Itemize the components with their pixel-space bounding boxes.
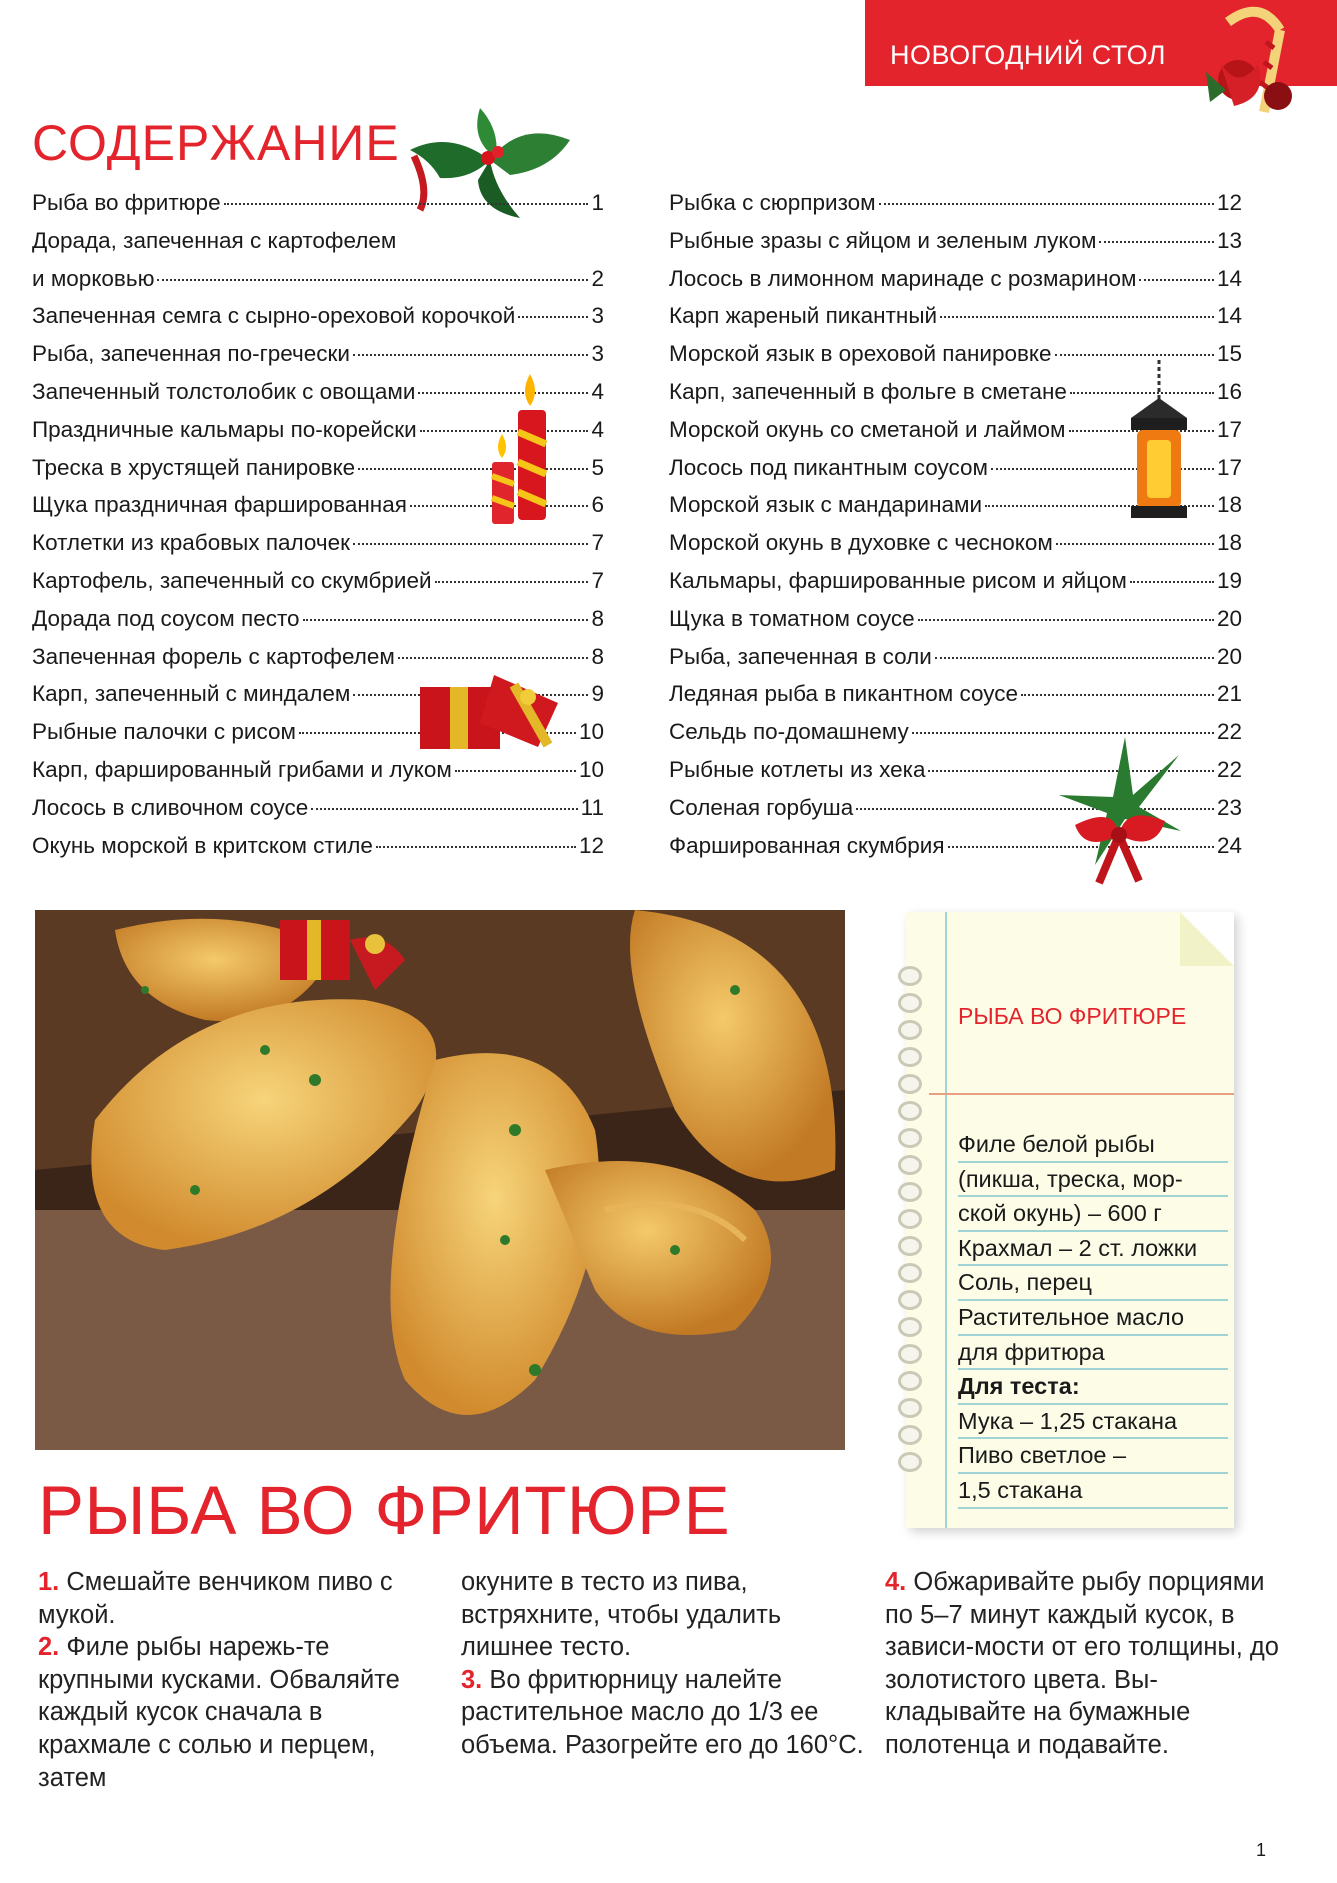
- contents-entry: [32, 335, 604, 373]
- entry-title: Рыба во фритюре: [32, 190, 221, 215]
- contents-entry: [32, 562, 604, 600]
- binding-ring: [898, 966, 922, 986]
- ingredient-line: ской окунь) – 600 г: [958, 1197, 1228, 1232]
- gift-box-icon: [418, 665, 563, 755]
- entry-page: 13: [1216, 227, 1242, 253]
- step-number: 4.: [885, 1568, 907, 1596]
- ingredient-line: Филе белой рыбы: [958, 1128, 1228, 1163]
- lantern-icon: [1117, 360, 1202, 525]
- ingredient-line: (пикша, треска, мор-: [958, 1163, 1228, 1198]
- candy-cane-ornament-icon: [1198, 2, 1310, 132]
- entry-page: 21: [1216, 681, 1242, 707]
- step-number: 3.: [461, 1665, 483, 1694]
- entry-page: 6: [591, 492, 604, 518]
- entry-page: 12: [1216, 190, 1242, 215]
- contents-title: СОДЕРЖАНИЕ: [32, 115, 400, 171]
- entry-page: 14: [1216, 303, 1242, 329]
- binding-ring: [898, 1182, 922, 1202]
- card-margin-line: [945, 912, 947, 1528]
- entry-title: Соленая горбуша: [669, 794, 854, 820]
- dot-leader: [1130, 581, 1214, 583]
- ingredient-line: Соль, перец: [958, 1266, 1228, 1301]
- entry-title: Котлетки из крабовых палочек: [32, 530, 351, 556]
- binding-ring: [898, 1101, 922, 1121]
- dot-leader: [518, 316, 588, 318]
- entry-page: 7: [591, 567, 604, 593]
- contents-entry: [669, 675, 1242, 713]
- binding-ring: [898, 1155, 922, 1175]
- binding-ring: [898, 1074, 922, 1094]
- entry-title: Рыбные зразы с яйцом и зеленым луком: [669, 227, 1097, 253]
- contents-entry: [669, 562, 1242, 600]
- entry-page: 7: [591, 530, 604, 556]
- entry-page: 3: [591, 303, 604, 329]
- entry-title: Праздничные кальмары по-корейски: [32, 416, 417, 442]
- entry-title: Рыбные котлеты из хека: [669, 756, 926, 782]
- dot-leader: [303, 619, 589, 621]
- entry-page: 22: [1216, 756, 1242, 782]
- entry-title: Лосось в лимонном маринаде с розмарином: [669, 265, 1137, 291]
- entry-page: 18: [1216, 492, 1242, 518]
- steps-column-3: [885, 1566, 1285, 1762]
- entry-title: Окунь морской в критском стиле: [32, 832, 373, 858]
- entry-title: Морской язык с мандаринами: [669, 492, 983, 518]
- entry-title: и морковью: [32, 265, 155, 291]
- entry-title: Рыбка с сюрпризом: [669, 190, 876, 215]
- dot-leader: [353, 543, 588, 545]
- contents-entry: [669, 222, 1242, 260]
- entry-title: Дорада под соусом песто: [32, 605, 300, 631]
- binding-ring: [898, 1398, 922, 1418]
- contents-entry: [32, 751, 604, 789]
- step-number: 1.: [38, 1568, 60, 1596]
- entry-page: 1: [591, 190, 604, 215]
- entry-title: Карп, фаршированный грибами и луком: [32, 756, 452, 782]
- entry-page: 19: [1216, 567, 1242, 593]
- entry-title: Морской окунь в духовке с чесноком: [669, 530, 1053, 556]
- ingredient-line: Растительное масло: [958, 1301, 1228, 1336]
- entry-page: 2: [591, 265, 604, 291]
- contents-entry: [669, 638, 1242, 676]
- entry-page: 5: [591, 454, 604, 480]
- entry-title: Карп жареный пикантный: [669, 303, 938, 329]
- binding-ring: [898, 1344, 922, 1364]
- entry-title: Лосось под пикантным соусом: [669, 454, 988, 480]
- dot-leader: [912, 732, 1214, 734]
- ingredients-list: [958, 1128, 1228, 1509]
- entry-page: 18: [1216, 530, 1242, 556]
- step-number: 2.: [38, 1633, 60, 1662]
- dot-leader: [918, 619, 1214, 621]
- entry-page: 17: [1216, 416, 1242, 442]
- card-corner-fold: [1180, 912, 1234, 966]
- entry-page: 11: [580, 794, 604, 820]
- entry-title: Дорада, запеченная с картофелем: [32, 227, 397, 253]
- entry-page: 20: [1216, 605, 1242, 631]
- recipe-title: РЫБА ВО ФРИТЮРЕ: [38, 1472, 731, 1549]
- contents-entry: [669, 297, 1242, 335]
- entry-page: 4: [591, 378, 604, 404]
- card-header-line: [929, 1093, 1234, 1095]
- entry-title: Карп, запеченный с миндалем: [32, 681, 351, 707]
- entry-page: 23: [1216, 794, 1242, 820]
- ingredient-line: Пиво светлое –: [958, 1439, 1228, 1474]
- binding-ring: [898, 1020, 922, 1040]
- contents-entry: [32, 600, 604, 638]
- dot-leader: [1056, 543, 1214, 545]
- entry-page: 4: [591, 416, 604, 442]
- entry-title: Запеченная форель с картофелем: [32, 643, 395, 669]
- contents-entry: [669, 184, 1242, 222]
- entry-page: 14: [1216, 265, 1242, 291]
- contents-entry: [32, 184, 604, 222]
- contents-entry: [32, 827, 604, 865]
- page-number: 1: [1256, 1840, 1267, 1860]
- entry-title: Щука в томатном соусе: [669, 605, 915, 631]
- dot-leader: [1055, 354, 1214, 356]
- entry-title: Сельдь по-домашнему: [669, 719, 909, 745]
- entry-title: Морской язык в ореховой панировке: [669, 341, 1052, 367]
- ingredients-title: РЫБА ВО ФРИТЮРЕ: [958, 1003, 1187, 1029]
- ingredient-line: Крахмал – 2 ст. ложки: [958, 1232, 1228, 1267]
- dot-leader: [879, 203, 1214, 205]
- candles-icon: [488, 372, 558, 532]
- step-text: Филе рыбы нарежь-те крупными кусками. Обваляйте каждый кусок сначала в крахмале с солью и перцем, затем: [38, 1633, 400, 1792]
- dot-leader: [376, 846, 576, 848]
- entry-page: 9: [591, 681, 604, 707]
- entry-page: 16: [1216, 378, 1242, 404]
- binding-ring: [898, 1425, 922, 1445]
- contents-entry: [32, 222, 604, 260]
- binding-ring: [898, 1290, 922, 1310]
- entry-title: Кальмары, фаршированные рисом и яйцом: [669, 567, 1127, 593]
- binding-ring: [898, 1236, 922, 1256]
- fried-fish-photo: [35, 910, 845, 1450]
- entry-page: 22: [1216, 719, 1242, 745]
- entry-title: Морской окунь со сметаной и лаймом: [669, 416, 1066, 442]
- binding-ring: [898, 1317, 922, 1337]
- entry-title: Треска в хрустящей панировке: [32, 454, 356, 480]
- dot-leader: [935, 657, 1214, 659]
- entry-title: Картофель, запеченный со скумбрией: [32, 567, 432, 593]
- dot-leader: [353, 354, 589, 356]
- ingredient-line: 1,5 стакана: [958, 1474, 1228, 1509]
- entry-page: 15: [1216, 341, 1242, 367]
- entry-page: 8: [591, 605, 604, 631]
- dot-leader: [224, 203, 589, 205]
- step-text: окуните в тесто из пива, встряхните, чтобы удалить лишнее тесто.: [461, 1568, 782, 1662]
- binding-ring: [898, 993, 922, 1013]
- dot-leader: [1099, 241, 1214, 243]
- ingredient-line: Для теста:: [958, 1370, 1228, 1405]
- contents-entry: [32, 297, 604, 335]
- entry-page: 8: [591, 643, 604, 669]
- entry-page: 3: [591, 341, 604, 367]
- step-text: Обжаривайте рыбу порциями по 5–7 минут каждый кусок, в зависи-мости от его толщины, до золотистого цвета. Вы-кладывайте на бумажные полотенца и подавайте.: [885, 1568, 1279, 1759]
- dot-leader: [435, 581, 589, 583]
- entry-title: Рыбные палочки с рисом: [32, 719, 296, 745]
- binding-ring: [898, 1452, 922, 1472]
- section-label: НОВОГОДНИЙ СТОЛ: [890, 40, 1167, 70]
- contents-entry: [669, 600, 1242, 638]
- ingredient-line: для фритюра: [958, 1336, 1228, 1371]
- dot-leader: [311, 808, 577, 810]
- dot-leader: [398, 657, 589, 659]
- entry-page: 10: [578, 719, 604, 745]
- entry-page: 24: [1216, 832, 1242, 858]
- binding-ring: [898, 1209, 922, 1229]
- contents-entry: [32, 260, 604, 298]
- ingredient-line: Мука – 1,25 стакана: [958, 1405, 1228, 1440]
- entry-title: Лосось в сливочном соусе: [32, 794, 309, 820]
- entry-title: Фаршированная скумбрия: [669, 832, 945, 858]
- entry-title: Щука праздничная фаршированная: [32, 492, 407, 518]
- dot-leader: [940, 316, 1214, 318]
- steps-column-2: [461, 1566, 871, 1762]
- entry-page: 12: [578, 832, 604, 858]
- contents-entry: [669, 260, 1242, 298]
- entry-page: 20: [1216, 643, 1242, 669]
- binding-ring: [898, 1128, 922, 1148]
- steps-column-1: [38, 1566, 438, 1794]
- entry-page: 17: [1216, 454, 1242, 480]
- dot-leader: [157, 279, 588, 281]
- entry-title: Ледяная рыба в пикантном соусе: [669, 681, 1019, 707]
- entry-title: Запеченная семга с сырно-ореховой корочкой: [32, 303, 516, 329]
- step-text: Смешайте венчиком пиво с мукой.: [38, 1568, 393, 1629]
- contents-entry: [32, 789, 604, 827]
- entry-title: Запеченный толстолобик с овощами: [32, 378, 416, 404]
- entry-title: Рыба, запеченная по-гречески: [32, 341, 350, 367]
- entry-title: Карп, запеченный в фольге в сметане: [669, 378, 1067, 404]
- contents-entry: [669, 524, 1242, 562]
- step-text: Во фритюрницу налейте растительное масло до 1/3 ее объема. Разогрейте его до 160°С.: [461, 1665, 864, 1759]
- binding-ring: [898, 1047, 922, 1067]
- dot-leader: [455, 770, 576, 772]
- entry-page: 10: [578, 756, 604, 782]
- dot-leader: [1021, 694, 1214, 696]
- binding-ring: [898, 1371, 922, 1391]
- dot-leader: [1139, 279, 1214, 281]
- entry-title: Рыба, запеченная в соли: [669, 643, 932, 669]
- pine-bow-icon: [1055, 735, 1185, 885]
- binding-ring: [898, 1263, 922, 1283]
